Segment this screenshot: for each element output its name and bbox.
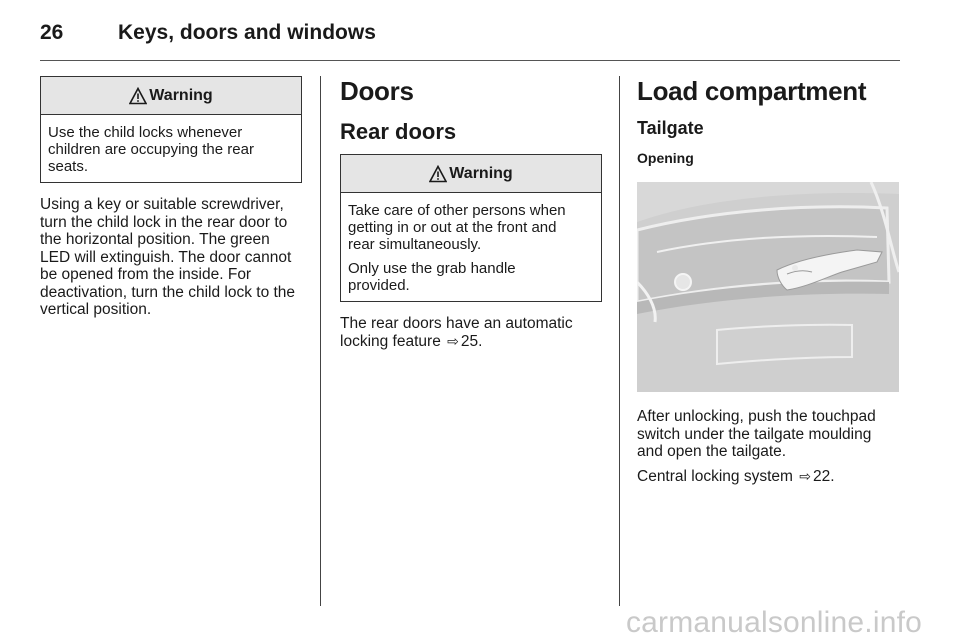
cross-reference-page[interactable]: 25. <box>460 332 483 350</box>
paragraph-line: LED will extinguish. The door cannot <box>40 248 292 266</box>
chapter-title: Keys, doors and windows <box>118 21 376 44</box>
paragraph-line: and open the tailgate. <box>637 443 787 460</box>
paragraph-line: vertical position. <box>40 301 152 318</box>
cross-reference-arrow-icon: ⇨ <box>447 332 459 349</box>
warning-text-1 <box>348 202 594 253</box>
warning-line: seats. <box>48 158 89 175</box>
tailgate-touchpad-illustration <box>637 182 899 392</box>
page-number: 26 <box>40 21 64 44</box>
warning-header <box>341 155 601 193</box>
paragraph-line: locking feature <box>340 332 441 350</box>
warning-text-2 <box>348 260 594 294</box>
rear-doors-paragraph <box>340 315 602 350</box>
warning-line: Take care of other persons when <box>348 202 566 219</box>
warning-line: Use the child locks whenever <box>48 124 243 141</box>
cross-reference-arrow-icon: ⇨ <box>799 467 811 484</box>
central-locking-reference <box>637 468 899 486</box>
warning-line: children are occupying the rear <box>48 141 254 158</box>
paragraph-line: the horizontal position. The green <box>40 231 270 248</box>
warning-body <box>341 193 601 301</box>
paragraph-line: The rear doors have an automatic <box>340 315 573 332</box>
paragraph-line: After unlocking, push the touchpad <box>637 408 876 425</box>
paragraph-line: Using a key or suitable screwdriver, <box>40 196 284 213</box>
child-lock-paragraph <box>40 196 302 319</box>
tailgate-illustration-graphic <box>637 182 899 392</box>
paragraph-line: switch under the tailgate moulding <box>637 425 872 443</box>
column-2 <box>340 76 602 350</box>
subheading-opening: Opening <box>637 150 694 166</box>
cross-reference-page[interactable]: 22. <box>812 467 835 485</box>
warning-box-rear-doors <box>340 154 602 302</box>
page-header <box>40 18 376 48</box>
subheading-tailgate: Tailgate <box>637 118 704 138</box>
warning-header <box>41 77 301 115</box>
warning-text <box>48 124 294 175</box>
warning-box-child-locks <box>40 76 302 183</box>
column-1 <box>40 76 302 319</box>
warning-line: getting in or out at the front and <box>348 219 557 236</box>
paragraph-line: be opened from the inside. For <box>40 266 252 283</box>
section-heading-doors: Doors <box>340 76 414 106</box>
warning-triangle-icon <box>429 165 447 183</box>
warning-triangle-icon <box>129 87 147 105</box>
warning-title: Warning <box>449 164 513 182</box>
crossref-text: Central locking system <box>637 467 793 485</box>
warning-body <box>41 115 301 182</box>
paragraph-line: deactivation, turn the child lock to the <box>40 283 296 301</box>
tailgate-opening-paragraph <box>637 408 899 461</box>
column-3 <box>637 76 899 485</box>
column-divider-right <box>619 76 620 606</box>
paragraph-line: turn the child lock in the rear door to <box>40 213 288 231</box>
warning-line: provided. <box>348 277 410 294</box>
warning-line: rear simultaneously. <box>348 236 482 253</box>
column-divider-left <box>320 76 321 606</box>
subheading-rear-doors: Rear doors <box>340 119 457 144</box>
header-rule <box>40 60 900 61</box>
warning-line: Only use the grab handle <box>348 260 516 277</box>
section-heading-load-compartment: Load compartment <box>637 76 867 106</box>
watermark: carmanualsonline.info <box>625 606 922 639</box>
warning-title: Warning <box>149 86 213 104</box>
